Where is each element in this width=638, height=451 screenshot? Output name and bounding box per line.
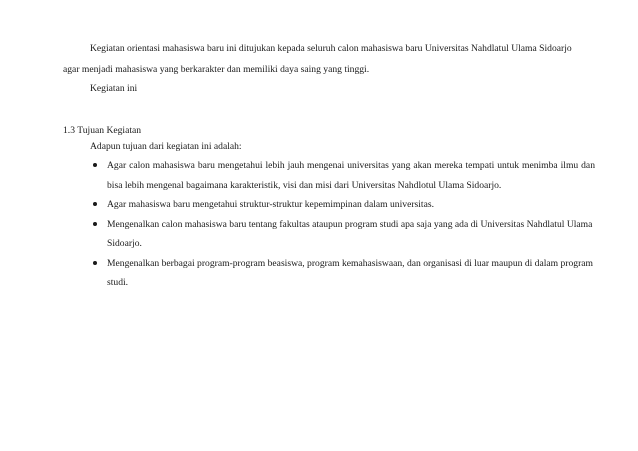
intro-fragment: Kegiatan ini bbox=[90, 83, 138, 94]
objectives-list bbox=[90, 156, 595, 293]
list-item-text: Agar calon mahasiswa baru mengetahui lebih jauh mengenai universitas yang akan mereka tempati untuk menimba ilmu dan bisa lebih mengenal bagaimana karakteristik, visi dan misi dari Universitas Nahdlotul Ulama Sidoarjo. bbox=[107, 160, 595, 191]
list-item bbox=[90, 215, 595, 254]
bullet-icon bbox=[93, 163, 97, 167]
list-item bbox=[90, 156, 595, 195]
list-item bbox=[90, 195, 595, 215]
section-lead: Adapun tujuan dari kegiatan ini adalah: bbox=[90, 141, 242, 152]
bullet-icon bbox=[93, 202, 97, 206]
bullet-icon bbox=[93, 222, 97, 226]
list-item-text: Agar mahasiswa baru mengetahui struktur-struktur kepemimpinan dalam universitas. bbox=[107, 199, 434, 210]
section-heading: 1.3 Tujuan Kegiatan bbox=[63, 125, 142, 136]
list-item-text: Mengenalkan berbagai program-program beasiswa, program kemahasiswaan, dan organisasi di luar maupun di dalam program studi. bbox=[107, 257, 594, 288]
intro-paragraph: Kegiatan orientasi mahasiswa baru ini ditujukan kepada seluruh calon mahasiswa baru Universitas Nahdlatul Ulama Sidoarjo agar menjadi mahasiswa yang berkarakter dan memiliki daya saing yang tinggi. bbox=[63, 43, 572, 75]
list-item bbox=[90, 254, 595, 293]
bullet-icon bbox=[93, 261, 97, 265]
list-item-text: Mengenalkan calon mahasiswa baru tentang fakultas ataupun program studi apa saja yang ada di Universitas Nahdlatul Ulama Sidoarjo. bbox=[107, 218, 593, 249]
